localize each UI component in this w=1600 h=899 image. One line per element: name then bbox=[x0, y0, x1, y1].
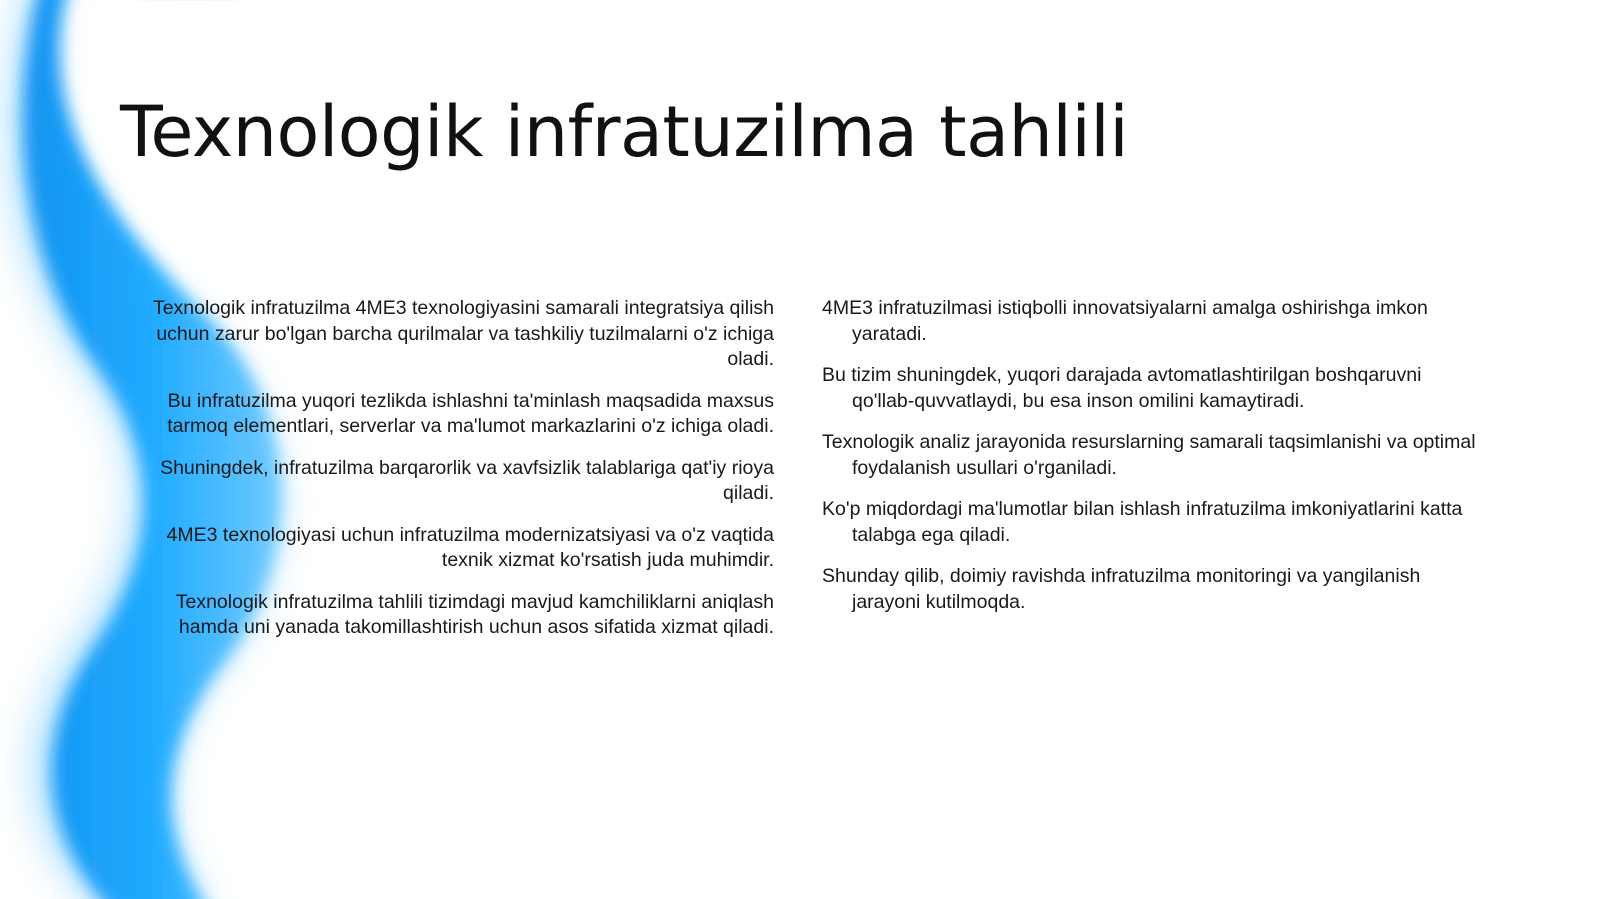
right-paragraph: Texnologik analiz jarayonida resurslarning samarali taqsimlanishi va optimal foydalanish usullari o'rganiladi. bbox=[822, 431, 1476, 479]
left-paragraph: 4ME3 texnologiyasi uchun infratuzilma modernizatsiyasi va o'z vaqtida texnik xizmat ko'rsatish juda muhimdir. bbox=[166, 523, 774, 571]
right-paragraph: Ko'p miqdordagi ma'lumotlar bilan ishlash infratuzilma imkoniyatlarini katta talabga ega qiladi. bbox=[822, 498, 1463, 546]
left-paragraph: Texnologik infratuzilma tahlili tizimdagi mavjud kamchiliklarni aniqlash hamda uni yanada takomillashtirish uchun asos sifatida xizmat qiladi. bbox=[175, 590, 774, 638]
right-paragraph: Shunday qilib, doimiy ravishda infratuzilma monitoringi va yangilanish jarayoni kutilmoqda. bbox=[822, 565, 1421, 613]
left-text-column bbox=[140, 296, 774, 657]
right-text-column bbox=[822, 296, 1482, 631]
right-paragraph: Bu tizim shuningdek, yuqori darajada avtomatlashtirilgan boshqaruvni qo'llab-quvvatlaydi, bu esa inson omilini kamaytiradi. bbox=[822, 364, 1422, 412]
left-paragraph: Shuningdek, infratuzilma barqarorlik va xavfsizlik talablariga qat'iy rioya qiladi. bbox=[160, 456, 774, 504]
left-paragraph: Bu infratuzilma yuqori tezlikda ishlashni ta'minlash maqsadida maxsus tarmoq elementlari, serverlar va ma'lumot markazlarini o'z ichiga oladi. bbox=[167, 389, 774, 437]
left-paragraph: Texnologik infratuzilma 4ME3 texnologiyasini samarali integratsiya qilish uchun zarur bo'lgan barcha qurilmalar va tashkiliy tuzilmalarni o'z ichiga oladi. bbox=[152, 297, 774, 370]
right-paragraph: 4ME3 infratuzilmasi istiqbolli innovatsiyalarni amalga oshirishga imkon yaratadi. bbox=[822, 297, 1428, 345]
slide-title: Texnologik infratuzilma tahlili bbox=[120, 91, 1129, 173]
